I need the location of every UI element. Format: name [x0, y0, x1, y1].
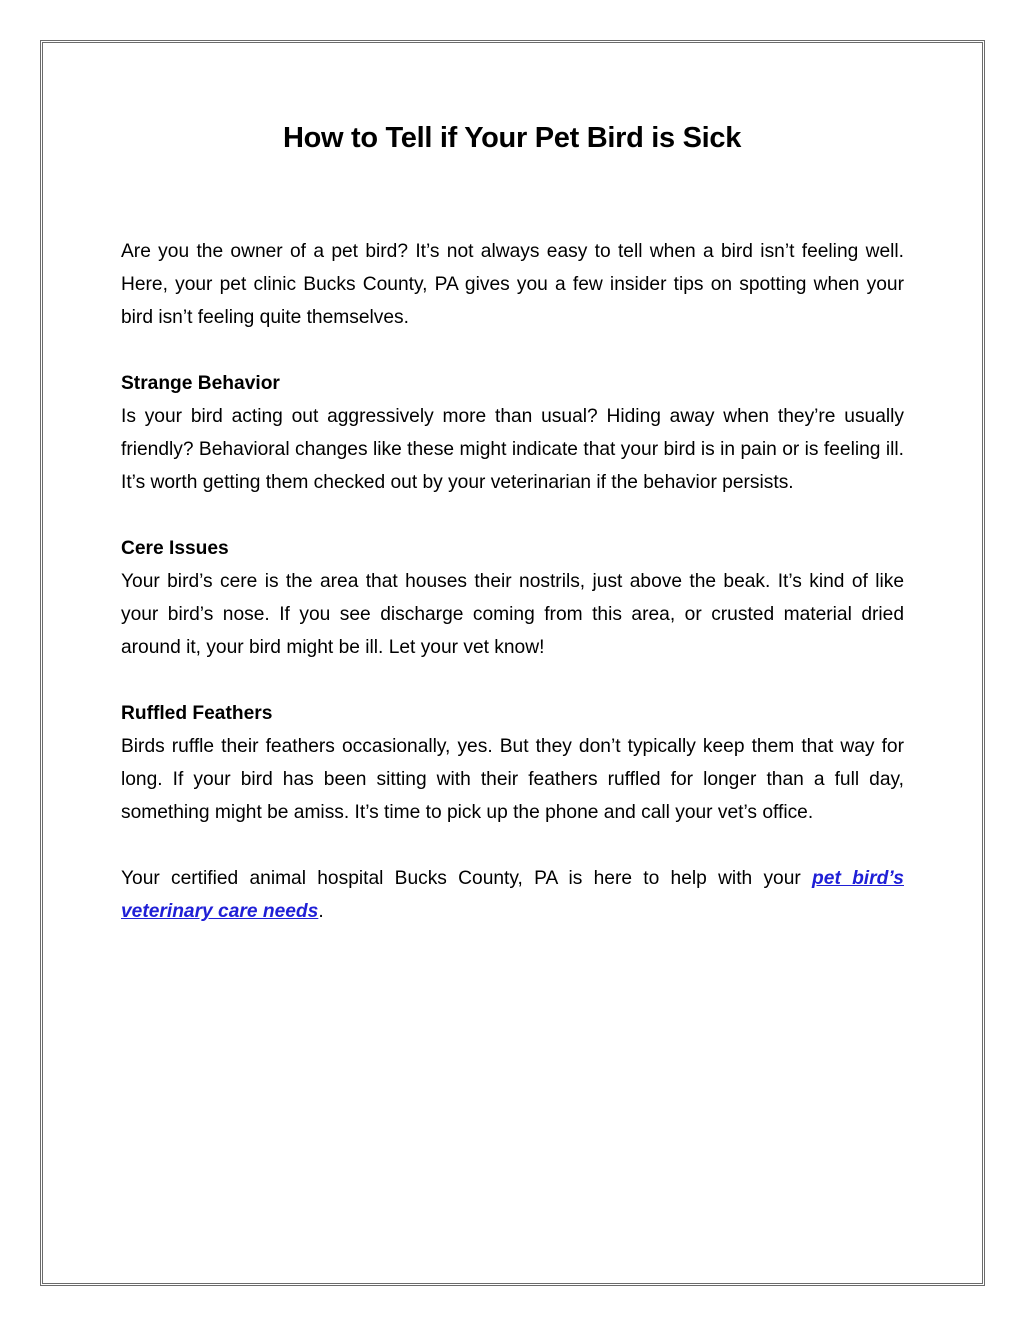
- closing-period: .: [318, 901, 324, 922]
- closing-text: Your certified animal hospital Bucks County, PA is here to help with your: [121, 868, 813, 889]
- section-heading: Cere Issues: [121, 538, 229, 559]
- section-body: Your bird’s cere is the area that houses their nostrils, just above the beak. It’s kind of like your bird’s nose. If you see discharge coming from this area, or crusted material dried around it, your bird might be ill. Let your vet know!: [121, 571, 904, 658]
- section-ruffled-feathers: [121, 697, 904, 829]
- intro-paragraph: Are you the owner of a pet bird? It’s not always easy to tell when a bird isn’t feeling well. Here, your pet clinic Bucks County, PA gives you a few insider tips on spotting when your bird isn’t feeling quite themselves.: [121, 241, 904, 328]
- section-body: Birds ruffle their feathers occasionally, yes. But they don’t typically keep them that way for long. If your bird has been sitting with their feathers ruffled for longer than a full day, something might be amiss. It’s time to pick up the phone and call your vet’s office.: [121, 736, 904, 823]
- section-heading: Ruffled Feathers: [121, 703, 273, 724]
- section-body: Is your bird acting out aggressively more than usual? Hiding away when they’re usually friendly? Behavioral changes like these might indicate that your bird is in pain or is feeling ill. It’s worth getting them checked out by your veterinarian if the behavior persists.: [121, 406, 904, 493]
- veterinary-care-link[interactable]: pet bird’s veterinary care needs: [121, 868, 904, 922]
- section-heading: Strange Behavior: [121, 373, 280, 394]
- section-strange-behavior: [121, 367, 904, 499]
- section-cere-issues: [121, 532, 904, 664]
- document-body: [121, 235, 904, 961]
- document-title: How to Tell if Your Pet Bird is Sick: [282, 122, 742, 154]
- closing-paragraph: [121, 862, 904, 928]
